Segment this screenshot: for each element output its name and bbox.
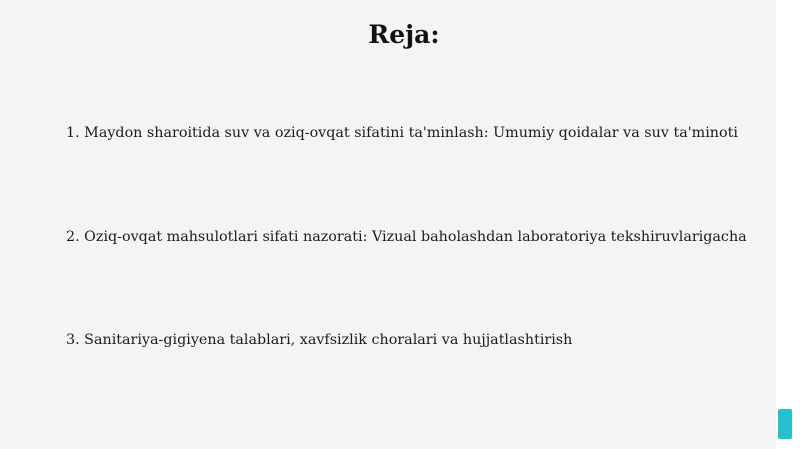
slide-title: Reja: xyxy=(368,20,440,49)
plan-item-1: 1. Maydon sharoitida suv va oziq-ovqat sifatini ta'minlash: Umumiy qoidalar va suv ta'minoti xyxy=(66,125,738,141)
scrollbar-thumb[interactable] xyxy=(778,409,792,439)
plan-item-3: 3. Sanitariya-gigiyena talablari, xavfsizlik choralari va hujjatlashtirish xyxy=(66,332,573,348)
plan-item-2: 2. Oziq-ovqat mahsulotlari sifati nazorati: Vizual baholashdan laboratoriya tekshiruvlarigacha xyxy=(66,229,747,245)
scrollbar-track[interactable] xyxy=(776,0,800,449)
